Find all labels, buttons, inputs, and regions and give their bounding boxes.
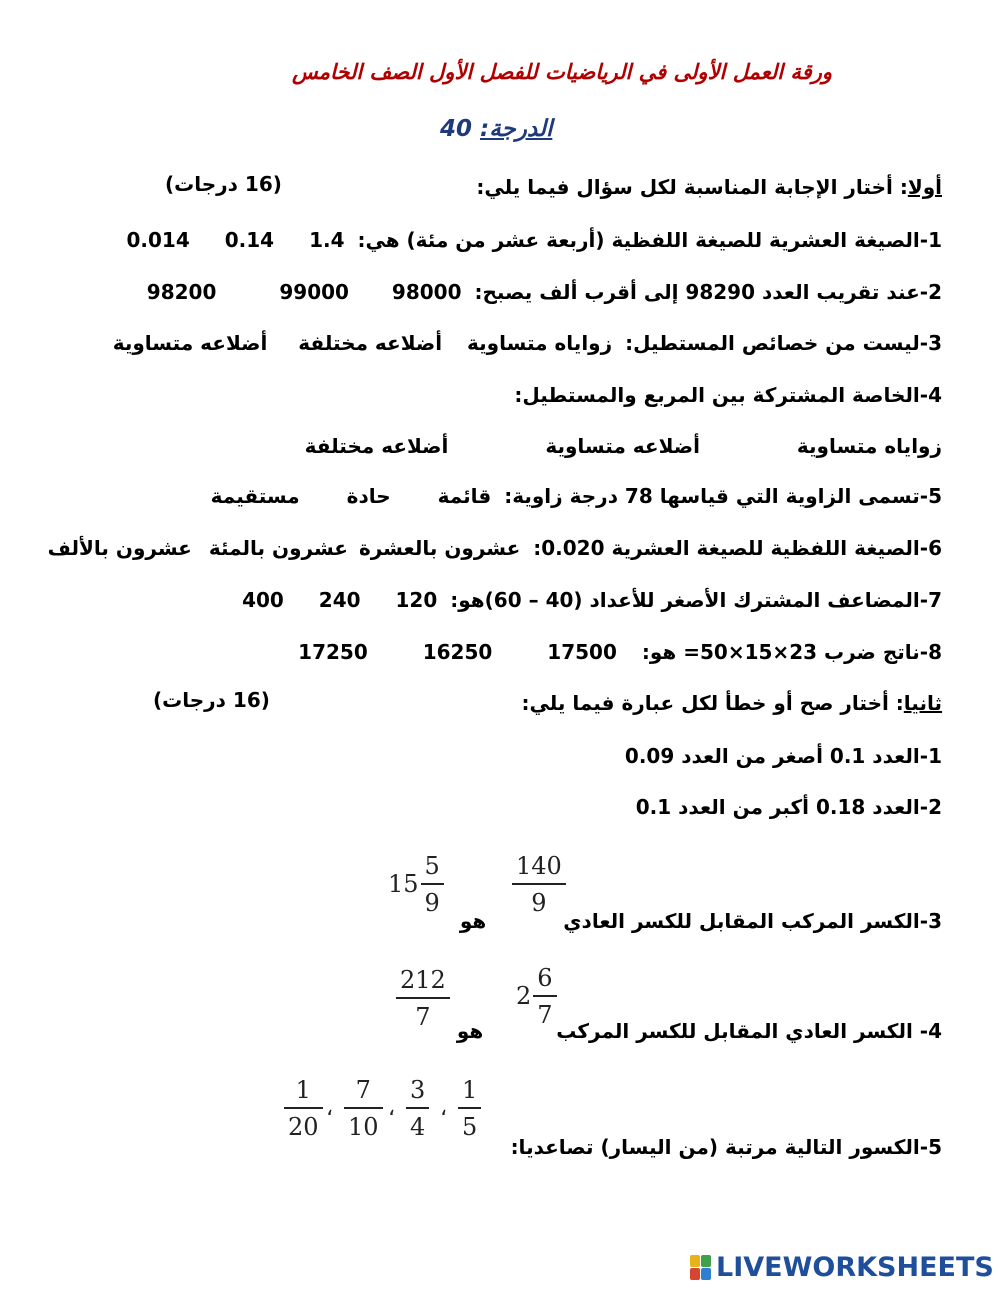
q6-option-2[interactable]: عشرون بالمئة — [208, 536, 348, 560]
question-3-text: 3-ليست من خصائص المستطيل: — [625, 331, 942, 355]
q4-option-1[interactable]: زواياه متساوية — [796, 434, 942, 458]
question-4 — [514, 380, 942, 410]
section2-title: ثانيا — [903, 691, 942, 715]
q8-option-2[interactable]: 16250 — [422, 640, 493, 664]
tf5-fraction-4 — [284, 1076, 323, 1141]
fraction-denominator: 20 — [288, 1112, 319, 1141]
q6-option-3[interactable]: عشرون بالألف — [47, 536, 192, 560]
liveworksheets-logo-icon — [690, 1255, 712, 1281]
q2-option-3[interactable]: 98200 — [146, 280, 217, 304]
fraction-denominator: 10 — [348, 1112, 379, 1141]
q5-option-1[interactable]: قائمة — [437, 484, 492, 508]
tf5-separator-1: ، — [440, 1096, 448, 1121]
fraction-numerator: 212 — [400, 966, 446, 994]
q2-option-1[interactable]: 98000 — [391, 280, 462, 304]
section1-points: (16 درجات) — [165, 172, 282, 196]
question-8 — [298, 637, 942, 667]
q8-option-3[interactable]: 17250 — [298, 640, 368, 664]
section1-title: أولا — [907, 175, 942, 199]
q5-option-3[interactable]: مستقيمة — [210, 484, 300, 508]
q2-option-2[interactable]: 99000 — [279, 280, 349, 304]
fraction-denominator: 4 — [410, 1112, 426, 1141]
mixed-fraction — [421, 852, 444, 917]
fraction-numerator: 140 — [516, 852, 562, 880]
mixed-fraction — [533, 964, 556, 1029]
question-6 — [48, 533, 942, 563]
question-8-text: 8-ناتج ضرب 23×15×50= هو: — [641, 640, 942, 664]
fraction-numerator: 1 — [462, 1076, 478, 1104]
tf5-separator-2: ، — [388, 1096, 396, 1121]
liveworksheets-logo — [690, 1252, 994, 1283]
fraction-denominator: 5 — [462, 1112, 478, 1141]
question-6-text: 6-الصيغة اللفظية للصيغة العشرية 0.020: — [533, 536, 942, 560]
tf3-improper-fraction — [512, 852, 566, 917]
mixed-whole: 15 — [388, 870, 419, 899]
q1-option-3[interactable]: 0.014 — [126, 228, 190, 252]
tf4-mixed-number — [516, 964, 557, 1029]
question-4-options — [305, 431, 942, 461]
fraction-denominator: 9 — [424, 888, 440, 917]
fraction-denominator: 7 — [537, 1000, 553, 1029]
q3-option-2[interactable]: أضلاعه مختلفة — [298, 331, 443, 355]
question-2 — [147, 277, 942, 307]
mixed-whole: 2 — [516, 982, 532, 1011]
tf5-fraction-1 — [458, 1076, 481, 1141]
fraction-denominator: 9 — [531, 888, 547, 917]
q1-option-2[interactable]: 0.14 — [224, 228, 275, 252]
question-1-text: 1-الصيغة العشرية للصيغة اللفظية (أربعة عشر من مئة) هي: — [357, 228, 942, 252]
grade-label: الدرجة: — [480, 116, 553, 142]
tf3-mixed-number — [388, 852, 444, 917]
q1-option-1[interactable]: 1.4 — [309, 228, 345, 252]
tf-statement-3-is: هو — [459, 909, 487, 933]
q6-option-1[interactable]: عشرون بالعشرة — [358, 536, 521, 560]
tf5-separator-3: ، — [326, 1096, 334, 1121]
fraction-numerator: 5 — [424, 852, 440, 880]
q7-option-2[interactable]: 240 — [318, 588, 361, 612]
q7-option-1[interactable]: 120 — [395, 588, 438, 612]
fraction-numerator: 6 — [537, 964, 553, 992]
fraction-numerator: 3 — [410, 1076, 426, 1104]
fraction-denominator: 7 — [415, 1002, 431, 1031]
section2-instruction: : أختار صح أو خطأ لكل عبارة فيما يلي: — [521, 691, 904, 715]
tf4-improper-fraction — [396, 966, 450, 1031]
tf5-fraction-3 — [344, 1076, 383, 1141]
question-3 — [113, 328, 942, 358]
q4-option-2[interactable]: أضلاعه متساوية — [545, 434, 700, 458]
q3-option-1[interactable]: زواياه متساوية — [467, 331, 613, 355]
question-5 — [211, 481, 942, 511]
question-7 — [242, 585, 942, 615]
fraction-numerator: 1 — [295, 1076, 311, 1104]
tf-statement-5: 5-الكسور التالية مرتبة (من اليسار) تصاعديا: — [510, 1135, 942, 1159]
question-2-text: 2-عند تقريب العدد 98290 إلى أقرب ألف يصبح: — [474, 280, 942, 304]
tf-statement-3-text: 3-الكسر المركب المقابل للكسر العادي — [563, 909, 942, 933]
fraction-numerator: 7 — [355, 1076, 371, 1104]
question-4-text: 4-الخاصة المشتركة بين المربع والمستطيل: — [514, 383, 942, 407]
worksheet-title: ورقة العمل الأولى في الرياضيات للفصل الأول الصف الخامس — [292, 60, 832, 84]
tf-statement-1: 1-العدد 0.1 أصغر من العدد 0.09 — [624, 744, 942, 768]
question-1 — [127, 225, 943, 255]
grade-line — [440, 116, 552, 142]
q7-option-3[interactable]: 400 — [242, 588, 284, 612]
section2-points: (16 درجات) — [153, 688, 270, 712]
tf-statement-2: 2-العدد 0.18 أكبر من العدد 0.1 — [635, 795, 942, 819]
section2-heading — [521, 688, 942, 718]
liveworksheets-logo-text: LIVEWORKSHEETS — [716, 1252, 994, 1283]
question-7-text: 7-المضاعف المشترك الأصغر للأعداد (40 – 60)هو: — [450, 588, 942, 612]
q5-option-2[interactable]: حادة — [346, 484, 391, 508]
section1-heading — [476, 172, 942, 202]
tf-statement-4-text: 4- الكسر العادي المقابل للكسر المركب — [556, 1019, 942, 1043]
section1-instruction: : أختار الإجابة المناسبة لكل سؤال فيما يلي: — [476, 175, 908, 199]
q8-option-1[interactable]: 17500 — [547, 640, 617, 664]
tf-statement-4-is: هو — [456, 1019, 484, 1043]
grade-value: 40 — [440, 116, 473, 142]
tf5-fraction-2 — [406, 1076, 429, 1141]
q4-option-3[interactable]: أضلاعه مختلفة — [304, 434, 449, 458]
q3-option-3[interactable]: أضلاعه متساوية — [112, 331, 268, 355]
question-5-text: 5-تسمى الزاوية التي قياسها 78 درجة زاوية: — [504, 484, 942, 508]
